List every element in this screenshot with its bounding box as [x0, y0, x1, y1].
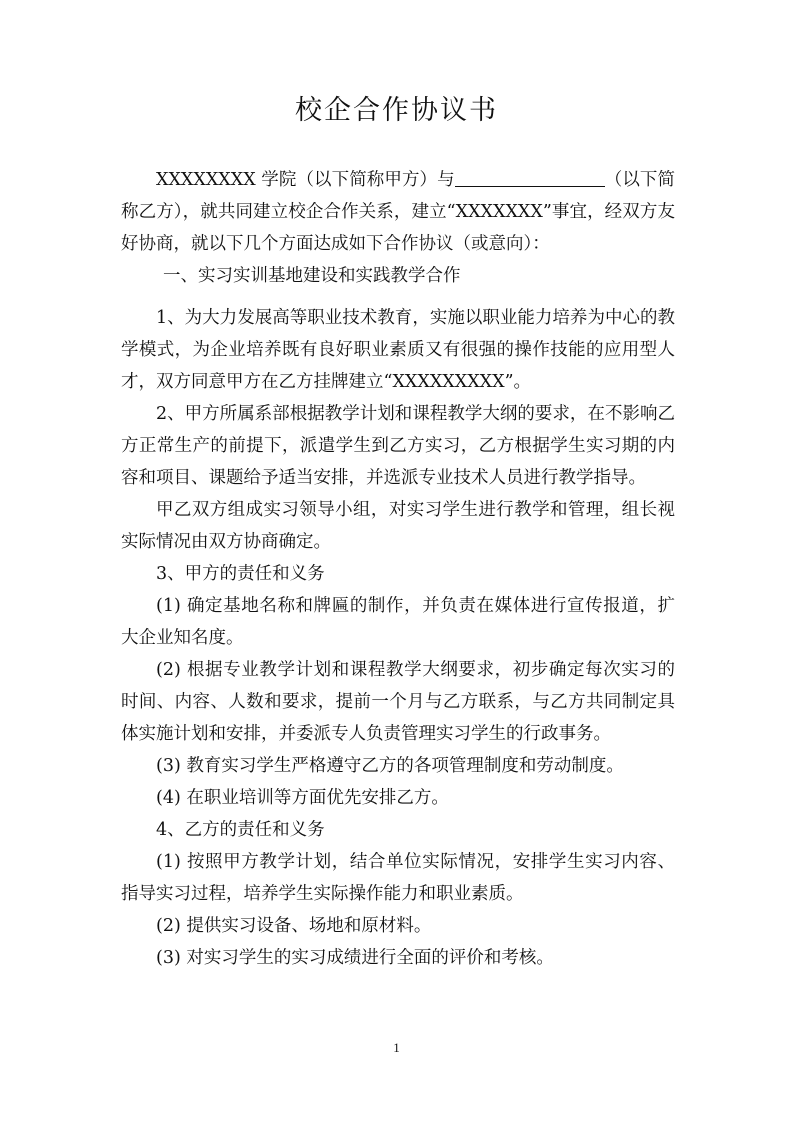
- paragraph-11: (2) 提供实习设备、场地和原材料。: [156, 916, 432, 936]
- party-b-blank-line: [455, 166, 605, 187]
- document-title: 校企合作协议书: [295, 95, 498, 126]
- section-heading: 一、实习实训基地建设和实践教学合作: [163, 266, 461, 286]
- paragraph-7: (3) 教育实习学生严格遵守乙方的各项管理制度和劳动制度。: [156, 756, 624, 776]
- intro-paragraph: [121, 164, 675, 260]
- intro-text-part2: （以下简称乙方），就共同建立校企合作关系，建立“XXXXXXX”事宜，经双方友好协商，就以下几个方面达成如下合作协议（或意向）：: [121, 170, 676, 254]
- paragraph-4: 3、甲方的责任和义务: [156, 564, 325, 584]
- paragraph-6: (2) 根据专业教学计划和课程教学大纲要求，初步确定每次实习的时间、内容、人数和要求，提前一个月与乙方联系，与乙方共同制定具体实施计划和安排，并委派专人负责管理实习学生的行政事务。: [121, 660, 675, 744]
- paragraph-1: 1、为大力发展高等职业技术教育，实施以职业能力培养为中心的教学模式，为企业培养既有良好职业素质又有很强的操作技能的应用型人才，双方同意甲方在乙方挂牌建立“XXXXXXXXX”。: [121, 308, 675, 392]
- paragraph-2: 2、甲方所属系部根据教学计划和课程教学大纲的要求，在不影响乙方正常生产的前提下，派遣学生到乙方实习，乙方根据学生实习期的内容和项目、课题给予适当安排，并选派专业技术人员进行教学指导。: [121, 404, 675, 488]
- intro-text-part1: XXXXXXXX 学院（以下简称甲方）与: [156, 170, 455, 190]
- paragraph-8: (4) 在职业培训等方面优先安排乙方。: [156, 788, 449, 808]
- paragraph-9: 4、乙方的责任和义务: [156, 820, 325, 840]
- document-body: [121, 164, 675, 974]
- page-number: 1: [393, 1040, 400, 1055]
- paragraph-3: 甲乙双方组成实习领导小组，对实习学生进行教学和管理，组长视实际情况由双方协商确定。: [121, 500, 675, 552]
- paragraph-5: (1) 确定基地名称和牌匾的制作，并负责在媒体进行宣传报道，扩大企业知名度。: [121, 596, 675, 648]
- paragraph-10: (1) 按照甲方教学计划，结合单位实际情况，安排学生实习内容、指导实习过程，培养学生实际操作能力和职业素质。: [121, 852, 675, 904]
- paragraph-12: (3) 对实习学生的实习成绩进行全面的评价和考核。: [156, 948, 554, 968]
